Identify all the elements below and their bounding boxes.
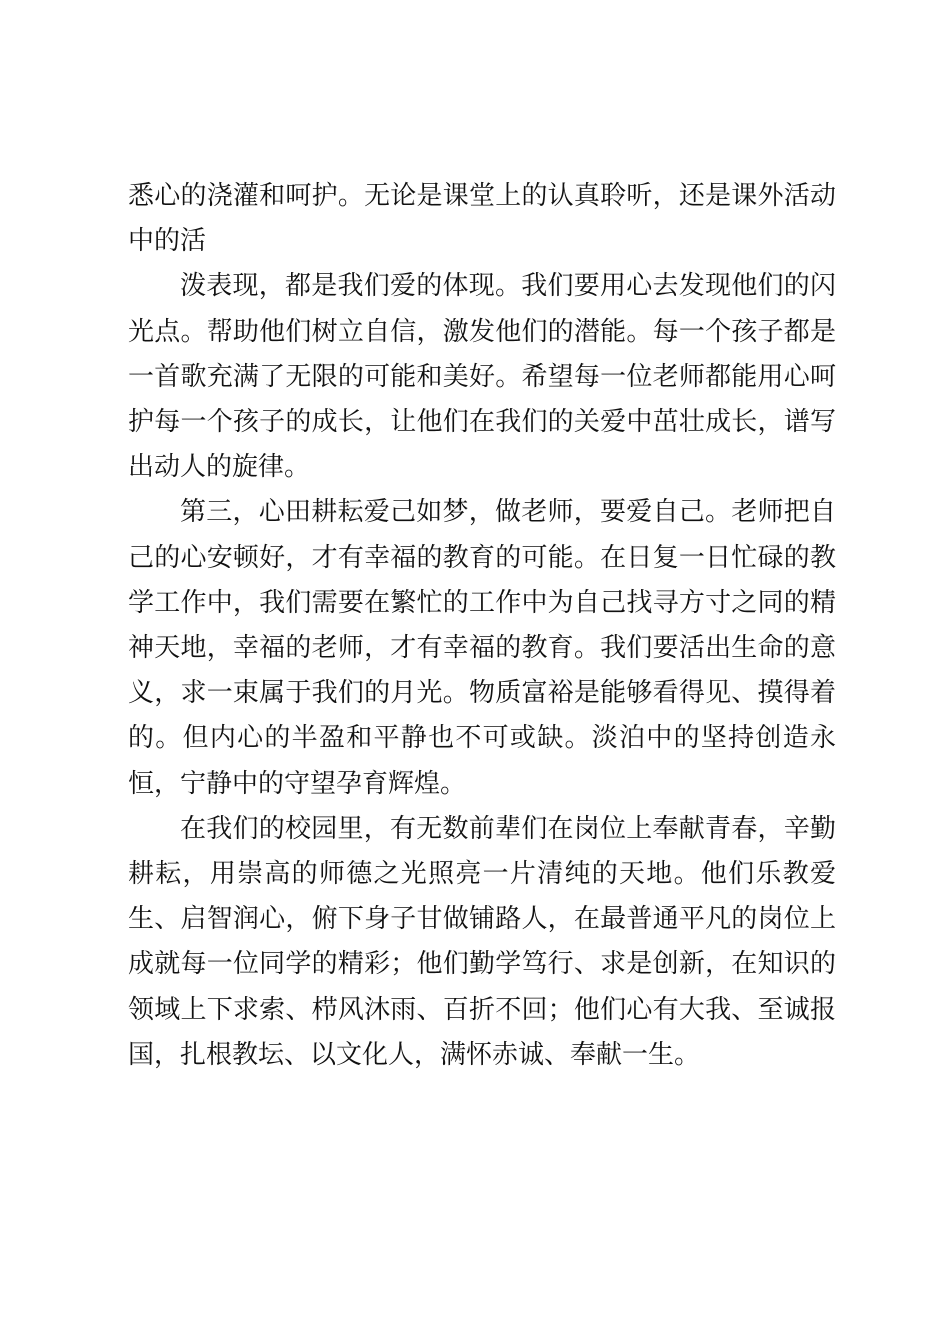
document-body (128, 174, 836, 1078)
paragraph-4: 在我们的校园里，有无数前辈们在岗位上奉献青春，辛勤耕耘，用崇高的师德之光照亮一片清纯的天地。他们乐教爱生、启智润心，俯下身子甘做铺路人，在最普通平凡的岗位上成就每一位同学的精彩；他们勤学笃行、求是创新，在知识的领域上下求索、栉风沐雨、百折不回；他们心有大我、至诚报国，扎根教坛、以文化人，满怀赤诚、奉献一生。 (128, 813, 836, 1070)
paragraph-1: 悉心的浇灌和呵护。无论是课堂上的认真聆听，还是课外活动中的活 (128, 181, 836, 257)
paragraph-3: 第三，心田耕耘爱己如梦，做老师，要爱自己。老师把自己的心安顿好，才有幸福的教育的可能。在日复一日忙碌的教学工作中，我们需要在繁忙的工作中为自己找寻方寸之同的精神天地，幸福的老师，才有幸福的教育。我们要活出生命的意义，求一束属于我们的月光。物质富裕是能够看得见、摸得着的。但内心的半盈和平静也不可或缺。淡泊中的坚持创造永恒，宁静中的守望孕育辉煌。 (128, 497, 836, 799)
paragraph-2: 泼表现，都是我们爱的体现。我们要用心去发现他们的闪光点。帮助他们树立自信，激发他们的潜能。每一个孩子都是一首歌充满了无限的可能和美好。希望每一位老师都能用心呵护每一个孩子的成长，让他们在我们的关爱中茁壮成长，谱写出动人的旋律。 (128, 271, 836, 483)
